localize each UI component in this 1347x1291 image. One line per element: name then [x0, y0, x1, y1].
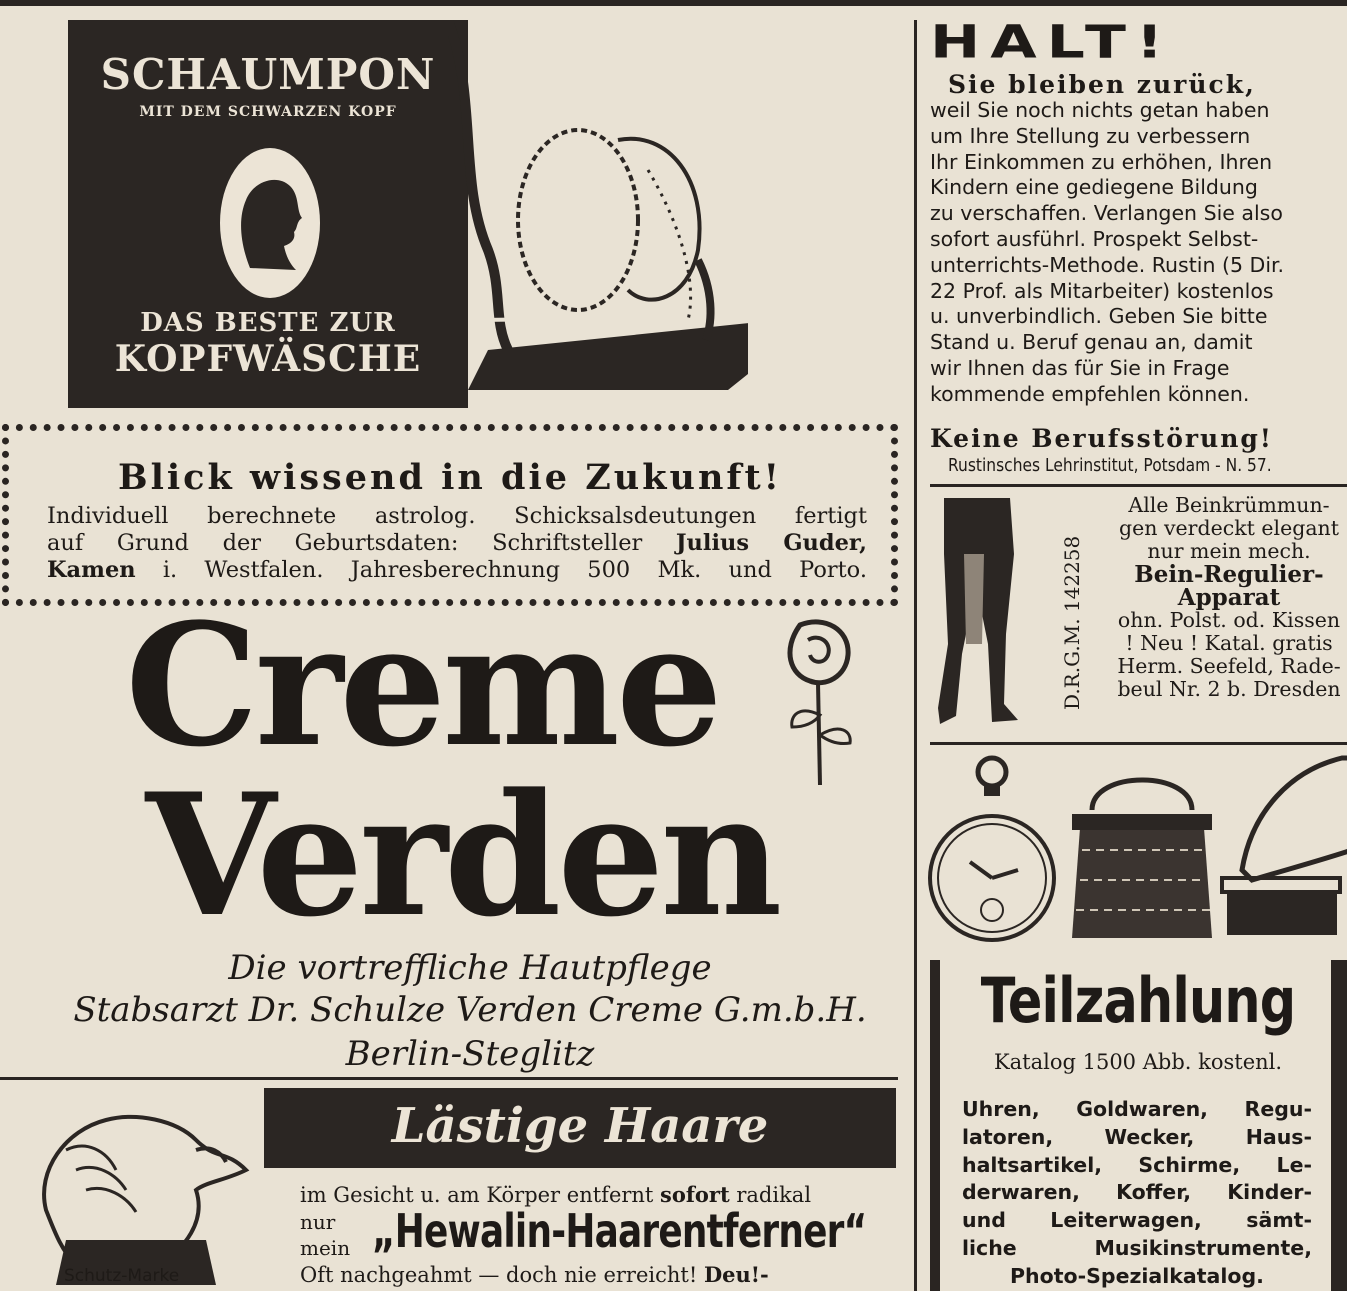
eagle-trademark-icon	[6, 1090, 266, 1290]
creme-company: Stabsarzt Dr. Schulze Verden Creme G.m.b.H.	[73, 990, 867, 1030]
astrologer-name: Julius Guder,	[675, 530, 867, 556]
halt-line: Stand u. Beruf genau an, damit	[930, 330, 1253, 355]
bein-line: nur mein mech.	[1147, 539, 1311, 563]
column-rule	[914, 20, 917, 1291]
bein-product: Bein-Regulier-	[1134, 561, 1324, 588]
halt-body	[930, 98, 1347, 408]
haare-mein: mein	[300, 1236, 351, 1260]
haare-banner-text: Lästige Haare	[391, 1098, 769, 1154]
haare-line-3-bold: Deu!-	[703, 1262, 769, 1287]
halt-line: unterrichts-Methode. Rustin (5 Dir.	[930, 252, 1285, 277]
handbag-icon	[1072, 780, 1212, 938]
silhouette-oval	[220, 148, 320, 298]
astrology-line-3-text: i. Westfalen. Jahresberechnung 500 Mk. und Porto.	[135, 557, 867, 583]
pocket-watch-icon	[930, 758, 1054, 940]
teilzahlung-line: Photo-Spezialkatalog.	[1010, 1263, 1264, 1288]
schaumpon-subtitle: MIT DEM SCHWARZEN KOPF	[139, 104, 397, 120]
astrology-ad-box	[2, 424, 898, 606]
halt-institute: Rustinsches Lehrinstitut, Potsdam - N. 57.	[948, 455, 1272, 476]
bein-product-2: Apparat	[1177, 584, 1281, 611]
schaumpon-panel	[68, 20, 468, 408]
haare-product-name: „Hewalin-Haarentferner“	[372, 1204, 867, 1258]
teilzahlung-line: derwaren, Koffer, Kinder-	[962, 1180, 1312, 1205]
halt-line: 22 Prof. als Mitarbeiter) kostenlos	[930, 278, 1274, 303]
teilzahlung-border-right	[1331, 960, 1347, 1291]
haare-line-1-text: im Gesicht u. am Körper entfernt	[300, 1183, 661, 1207]
teilzahlung-headline: Teilzahlung	[980, 964, 1296, 1037]
teilzahlung-catalog: Katalog 1500 Abb. kostenl.	[993, 1050, 1283, 1074]
halt-closing: Keine Berufsstörung!	[930, 424, 1273, 453]
schaumpon-ad	[68, 20, 728, 410]
legs-illustration	[932, 494, 1042, 730]
halt-subhead: Sie bleiben zurück,	[948, 70, 1256, 99]
astrology-body	[47, 503, 867, 584]
schaumpon-tagline-2: KOPFWÄSCHE	[114, 338, 422, 380]
halt-line: wir Ihnen das für Sie in Frage	[930, 355, 1230, 380]
astrology-line-3	[47, 557, 867, 584]
halt-line: Kindern eine gediegene Bildung	[930, 175, 1258, 200]
haare-line-1-bold: sofort	[660, 1182, 730, 1207]
washing-woman-illustration	[448, 20, 748, 410]
teilzahlung-border-left	[930, 960, 940, 1291]
haare-line-3-text: Oft nachgeahmt — doch nie erreicht!	[300, 1263, 704, 1287]
teilzahlung-line: Uhren, Goldwaren, Regu-	[962, 1097, 1312, 1121]
right-rule-2	[930, 742, 1347, 745]
teilzahlung-line: und Leiterwagen, sämt-	[962, 1208, 1312, 1233]
teilzahlung-line: latoren, Wecker, Haus-	[962, 1124, 1312, 1149]
section-rule	[0, 1077, 898, 1080]
bein-line: ohn. Polst. od. Kissen	[1117, 608, 1341, 632]
astrology-headline: Blick wissend in die Zukunft!	[117, 457, 782, 498]
patent-number: D.R.G.M. 142258	[1060, 535, 1084, 710]
halt-line: Ihr Einkommen zu erhöhen, Ihren	[930, 149, 1273, 174]
schaumpon-title: SCHAUMPON	[100, 50, 436, 99]
halt-line: zu verschaffen. Verlangen Sie also	[930, 201, 1283, 226]
bein-line: beul Nr. 2 b. Dresden	[1117, 677, 1341, 701]
haare-line-1-end: radikal	[729, 1183, 812, 1207]
halt-line: weil Sie noch nichts getan haben	[930, 98, 1270, 122]
teilzahlung-line: haltsartikel, Schirme, Le-	[962, 1152, 1312, 1177]
verden-wordmark: Verden	[145, 756, 779, 954]
teilzahlung-items	[962, 1096, 1312, 1291]
gramophone-icon	[1222, 758, 1347, 935]
halt-line: sofort ausführl. Prospekt Selbst-	[930, 226, 1259, 251]
schaumpon-tagline-1: DAS BESTE ZUR	[140, 308, 396, 338]
head-silhouette-icon	[220, 148, 320, 298]
top-rule	[0, 0, 1347, 6]
bein-line: Alle Beinkrümmun-	[1128, 493, 1330, 517]
halt-headline: HALT!	[930, 16, 1174, 69]
creme-city: Berlin-Steglitz	[345, 1034, 595, 1074]
haare-nur: nur	[300, 1210, 336, 1234]
bein-line: Herm. Seefeld, Rade-	[1117, 654, 1341, 678]
trademark-label: Schutz-Marke	[64, 1266, 180, 1286]
bein-ad-text	[1104, 494, 1347, 701]
haare-banner	[264, 1088, 896, 1168]
bein-line: gen verdeckt elegant	[1118, 516, 1339, 540]
halt-line: u. unverbindlich. Geben Sie bitte	[930, 304, 1268, 329]
creme-slogan: Die vortreffliche Hautpflege	[228, 948, 712, 988]
bein-line: ! Neu ! Katal. gratis	[1125, 631, 1333, 655]
right-rule-1	[930, 484, 1347, 487]
astrology-line-2-text: auf Grund der Geburtsdaten: Schriftsteller	[47, 530, 676, 556]
halt-line: kommende empfehlen können.	[930, 381, 1250, 406]
goods-illustration	[922, 750, 1347, 950]
rose-icon	[770, 615, 870, 795]
astrology-line-2	[47, 530, 867, 557]
halt-line: um Ihre Stellung zu verbessern	[930, 123, 1251, 148]
astrologer-city: Kamen	[47, 557, 136, 583]
teilzahlung-line: liche Musikinstrumente,	[962, 1235, 1312, 1260]
haare-line-3	[300, 1262, 894, 1287]
astrology-line-1: Individuell berechnete astrolog. Schicksalsdeutungen fertigt	[47, 503, 867, 529]
creme-wordmark: Creme	[125, 586, 719, 784]
